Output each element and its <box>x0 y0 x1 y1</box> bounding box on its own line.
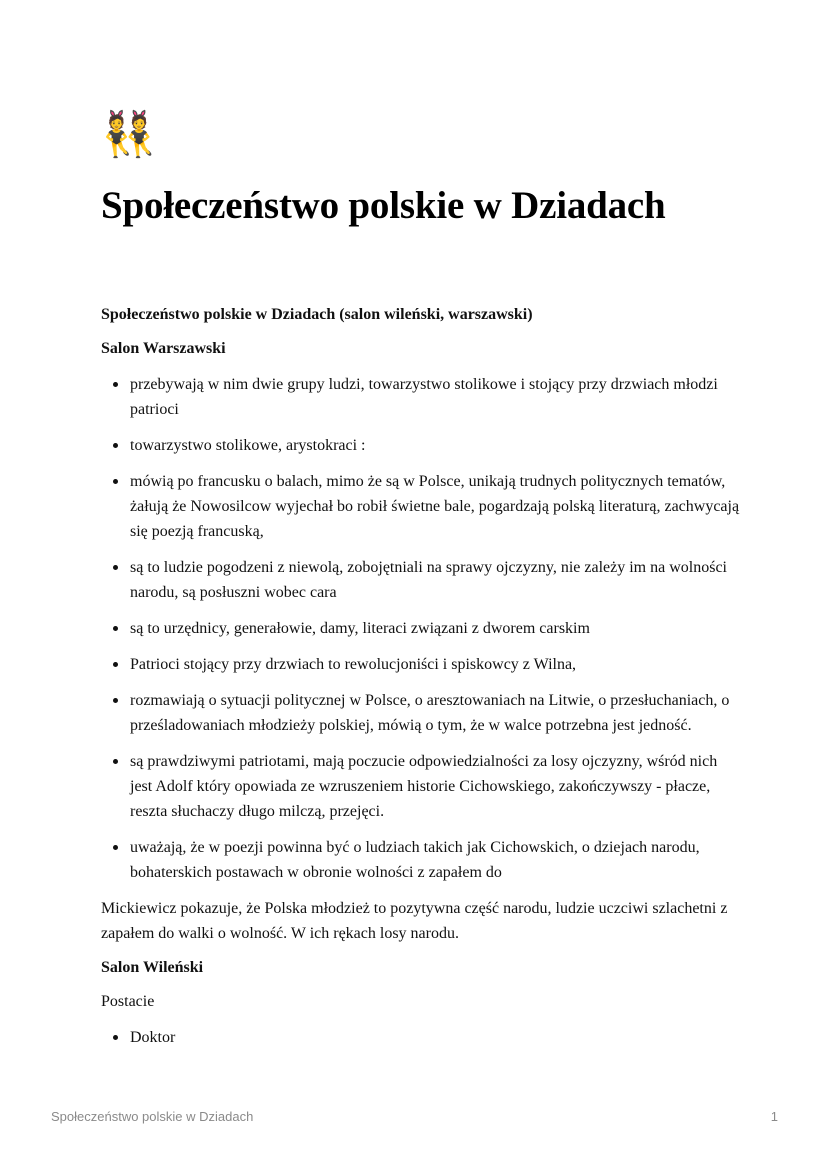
list-item: przebywają w nim dwie grupy ludzi, towarzystwo stolikowe i stojący przy drzwiach młodzi patrioci <box>130 372 741 422</box>
list-item: są prawdziwymi patriotami, mają poczucie odpowiedzialności za losy ojczyzny, wśród nich jest Adolf który opowiada ze wzruszeniem historie Cichowskiego, zakończywszy - płacze, reszta słuchaczy długo milczą, przejęci. <box>130 749 741 824</box>
list-item: Doktor <box>130 1025 741 1050</box>
list-item: towarzystwo stolikowe, arystokraci : <box>130 433 741 458</box>
document-title: Społeczeństwo polskie w Dziadach <box>101 184 666 227</box>
salon-wilenski-list <box>101 1025 741 1050</box>
list-item: Patrioci stojący przy drzwiach to rewolucjoniści i spiskowcy z Wilna, <box>130 652 741 677</box>
dancers-emoji-icon: 👯 <box>101 109 156 160</box>
postacie-label: Postacie <box>101 993 155 1010</box>
summary-paragraph: Mickiewicz pokazuje, że Polska młodzież to pozytywna część narodu, ludzie uczciwi szlachetni z zapałem do walki o wolność. W ich rękach losy narodu. <box>101 900 728 942</box>
list-item: są to ludzie pogodzeni z niewolą, zobojętniali na sprawy ojczyzny, nie zależy im na wolności narodu, są posłuszni wobec cara <box>130 555 741 605</box>
page-number: 1 <box>770 1109 778 1124</box>
salon-warszawski-list <box>101 372 741 885</box>
document-subtitle: Społeczeństwo polskie w Dziadach (salon wileński, warszawski) <box>101 306 533 323</box>
section-heading-salon-warszawski: Salon Warszawski <box>101 340 226 357</box>
list-item: są to urzędnicy, generałowie, damy, literaci związani z dworem carskim <box>130 616 741 641</box>
footer-title: Społeczeństwo polskie w Dziadach <box>51 1109 254 1124</box>
list-item: uważają, że w poezji powinna być o ludziach takich jak Cichowskich, o dziejach narodu, bohaterskich postawach w obronie wolności z zapałem do <box>130 835 741 885</box>
section-heading-salon-wilenski: Salon Wileński <box>101 959 204 976</box>
list-item: mówią po francusku o balach, mimo że są w Polsce, unikają trudnych politycznych tematów, żałują że Nowosilcow wyjechał bo robił świetne bale, pogardzają polską literaturą, zachwycają się poezją francuską, <box>130 469 741 544</box>
list-item: rozmawiają o sytuacji politycznej w Polsce, o aresztowaniach na Litwie, o przesłuchaniach, o prześladowaniach młodzieży polskiej, mówią o tym, że w walce potrzebna jest jedność. <box>130 688 741 738</box>
document-content <box>101 105 741 1061</box>
